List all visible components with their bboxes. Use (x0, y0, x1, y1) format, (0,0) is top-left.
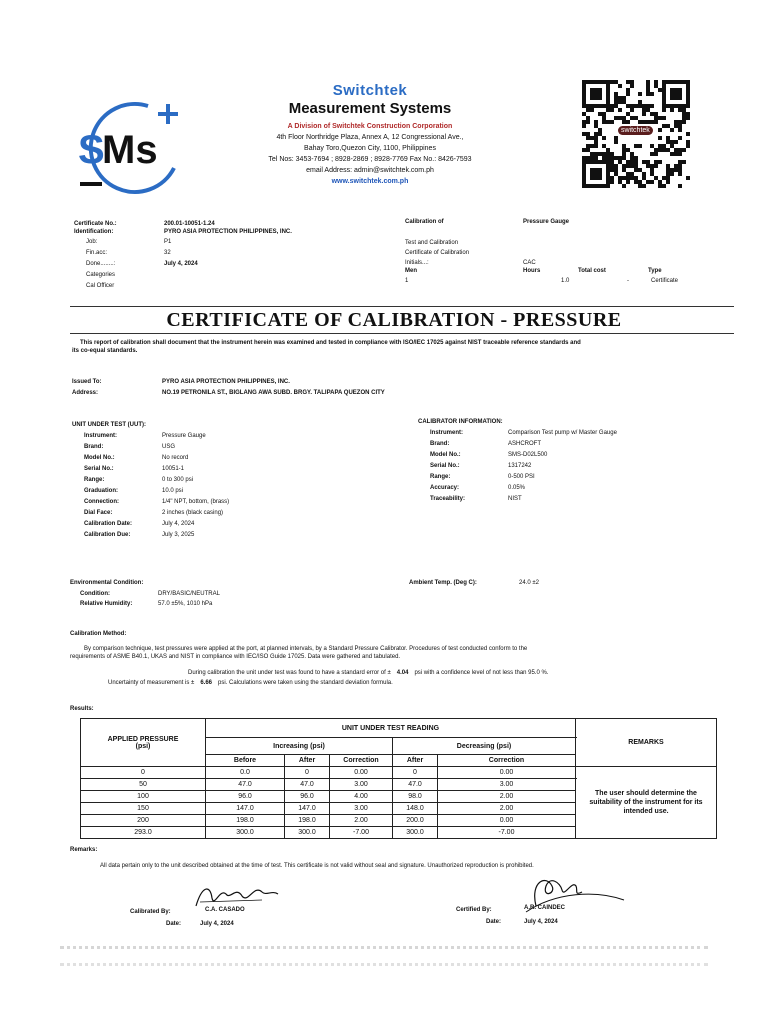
company-name-1: Switchtek (332, 82, 408, 99)
calibrator-label: Accuracy: (430, 485, 460, 491)
calof-value: Pressure Gauge (523, 219, 570, 225)
uut-label: Calibration Due: (84, 532, 131, 538)
uut-rows (72, 432, 372, 539)
intro-line-1: This report of calibration shall document that the instrument herein was examined and tested in compliance with ISO/IEC 17025 against NIST traceable reference standards and (80, 340, 581, 346)
table-cell: -7.00 (438, 827, 576, 839)
table-cell: 3.00 (330, 803, 393, 815)
uut-row (72, 520, 372, 528)
calibrator-section (418, 418, 718, 503)
done-value: July 4, 2024 (164, 261, 198, 267)
method-section (70, 630, 734, 687)
env-section (70, 579, 670, 608)
uut-row (72, 443, 372, 451)
footer-fine-print (60, 946, 708, 966)
uut-label: Calibration Date: (84, 521, 133, 527)
decreasing-header: Decreasing (psi) (393, 738, 576, 755)
correction2-header: Correction (438, 755, 576, 767)
table-cell: 293.0 (81, 827, 206, 839)
initials-label: Initials...: (405, 260, 429, 266)
meta-row (405, 267, 705, 275)
table-cell: 200 (81, 815, 206, 827)
divider-title (70, 333, 734, 334)
test-label: Test and Calibration (405, 240, 459, 246)
company-logo (78, 98, 190, 194)
applied-header-unit: (psi) (135, 742, 151, 750)
certcal-label: Certificate of Calibration (405, 250, 470, 256)
uut-row (72, 531, 372, 539)
calibrator-label: Traceability: (430, 496, 466, 502)
uut-reading-header: UNIT UNDER TEST READING (206, 719, 576, 738)
calibrator-row (418, 495, 718, 503)
logo-ms: Ms (102, 128, 158, 172)
table-row (81, 767, 717, 779)
qr-logo-label: switchtek (618, 126, 653, 135)
calibrated-by-label: Calibrated By: (130, 909, 171, 915)
men-label: Men (405, 268, 417, 274)
uut-value: 0 to 300 psi (162, 477, 194, 483)
uut-row (72, 487, 372, 495)
table-cell: 47.0 (206, 779, 285, 791)
calibrator-row (418, 451, 718, 459)
uut-row (72, 465, 372, 473)
address-line-2: Bahay Toro,Quezon City, 1100, Philippines (304, 145, 436, 152)
method-line-1: By comparison technique, test pressures were applied at the port, at planned intervals, by a Standard Pressure Calibrator. Procedures of test conducted conform to the (84, 646, 528, 652)
address-value: NO.19 PETRONILA ST., BIGLANG AWA SUBD. BRGY. TALIPAPA QUEZON CITY (162, 390, 385, 396)
calibrator-heading: CALIBRATOR INFORMATION: (418, 419, 503, 425)
job-label: Job: (86, 239, 98, 245)
certified-by-label: Certified By: (456, 907, 492, 913)
remarks-heading: Remarks: (70, 847, 98, 853)
certified-date-label: Date: (486, 919, 502, 925)
issued-to-value: PYRO ASIA PROTECTION PHILIPPINES, INC. (162, 379, 290, 385)
cert-no-label: Certificate No.: (74, 221, 117, 227)
table-cell: 98.0 (393, 791, 438, 803)
table-cell: 2.00 (330, 815, 393, 827)
calibrated-block (130, 880, 310, 930)
uut-heading: UNIT UNDER TEST (UUT): (72, 422, 146, 428)
address-label: Address: (72, 390, 99, 396)
before-header: Before (206, 755, 285, 767)
uut-value: No record (162, 455, 189, 461)
results-heading: Results: (70, 706, 94, 712)
correction-header: Correction (330, 755, 393, 767)
calibrator-label: Instrument: (430, 430, 463, 436)
remarks-text: All data pertain only to the unit described obtained at the time of test. This certificate is not valid without seal and signature. Unauthorized reproduction is prohibited. (100, 863, 534, 869)
table-cell: 198.0 (206, 815, 285, 827)
calibrator-value: SMS-D02L500 (508, 452, 548, 458)
certified-by-name: A.R. CAINDEC (524, 905, 566, 911)
uut-value: Pressure Gauge (162, 433, 206, 439)
calibrator-label: Range: (430, 474, 451, 480)
table-cell: 96.0 (206, 791, 285, 803)
certified-date: July 4, 2024 (524, 919, 558, 925)
table-cell: 50 (81, 779, 206, 791)
uut-value: July 3, 2025 (162, 532, 195, 538)
issued-row (72, 378, 385, 386)
meta-right (405, 218, 705, 285)
intro-line-2: its co-equal standards. (72, 348, 138, 354)
table-cell: 47.0 (393, 779, 438, 791)
table-cell: 198.0 (285, 815, 330, 827)
table-cell: 0 (285, 767, 330, 779)
calibrator-label: Model No.: (430, 452, 461, 458)
table-cell: 47.0 (285, 779, 330, 791)
email-line: email Address: admin@switchtek.com.ph (306, 167, 434, 174)
meta-row (74, 228, 292, 236)
method-line-4 (70, 679, 734, 687)
increasing-header: Increasing (psi) (206, 738, 393, 755)
calibrator-value: NIST (508, 496, 522, 502)
division-text: A Division of Switchtek Construction Corporation (287, 123, 453, 130)
calibrator-row (418, 484, 718, 492)
after2-header: After (393, 755, 438, 767)
calibrator-value: ASHCROFT (508, 441, 541, 447)
uut-value: 2 inches (black casing) (162, 510, 224, 516)
meta-row (405, 259, 705, 267)
company-header (180, 82, 560, 187)
results-table (80, 718, 717, 839)
table-cell: 3.00 (438, 779, 576, 791)
calibrator-rows (418, 429, 718, 503)
calibrator-row (418, 462, 718, 470)
hours-value: 1.0 (561, 278, 570, 284)
method-line-2: requirements of ASME B40.1, UKAS and NIST in compliance with IEC/ISO Guide 17025. Data were gathered and tabulated. (70, 654, 401, 660)
meta-row (74, 260, 292, 268)
certificate-title: CERTIFICATE OF CALIBRATION - PRESSURE (166, 309, 622, 331)
stderr-value: 4.04 (396, 670, 409, 676)
calibrator-value: 0.05% (508, 485, 526, 491)
ambient-row (409, 579, 539, 587)
table-cell: 2.00 (438, 803, 576, 815)
calibrated-by-name: C.A. CASADO (205, 907, 245, 913)
calibrator-row (418, 440, 718, 448)
calibrator-value: Comparison Test pump w/ Master Gauge (508, 430, 617, 436)
type-label: Type (648, 268, 662, 274)
table-cell: 300.0 (285, 827, 330, 839)
company-name-2: Measurement Systems (288, 100, 452, 117)
total-label: Total cost (578, 268, 606, 274)
website-link[interactable]: www.switchtek.com.ph (331, 178, 409, 185)
issued-to-label: Issued To: (72, 379, 102, 385)
stderr-text: During calibration the unit under test was found to have a standard error of ± (188, 670, 391, 676)
table-cell: 300.0 (393, 827, 438, 839)
finacc-label: Fin.acc: (86, 250, 108, 256)
calibrator-label: Serial No.: (430, 463, 460, 469)
calibrator-value: 0-500 PSI (508, 474, 535, 480)
uut-value: July 4, 2024 (162, 521, 195, 527)
ambient-label: Ambient Temp. (Deg C): (409, 580, 477, 586)
condition-label: Condition: (80, 591, 110, 597)
hours-label: Hours (523, 268, 541, 274)
uut-value: USG (162, 444, 176, 450)
table-cell: 148.0 (393, 803, 438, 815)
table-cell: -7.00 (330, 827, 393, 839)
applied-header-label: APPLIED PRESSURE (107, 735, 179, 743)
uut-row (72, 476, 372, 484)
table-cell: 2.00 (438, 791, 576, 803)
meta-row (74, 238, 292, 246)
table-cell: 200.0 (393, 815, 438, 827)
uut-row (72, 432, 372, 440)
remarks-header: REMARKS (576, 719, 717, 767)
cal-officer-label: Cal Officer (86, 283, 115, 289)
categories-label: Categories (86, 272, 116, 278)
issued-row (72, 389, 385, 397)
logo-s: S (78, 128, 105, 172)
tel-line: Tel Nos: 3453-7694 ; 8928-2869 ; 8928-7769 Fax No.: 8426-7593 (268, 156, 472, 163)
meta-row (74, 220, 292, 228)
table-cell: 100 (81, 791, 206, 803)
method-line-3 (70, 669, 734, 677)
total-value: - (627, 278, 629, 284)
table-cell: 147.0 (206, 803, 285, 815)
calof-label: Calibration of (405, 219, 444, 225)
calibrator-label: Brand: (430, 441, 450, 447)
divider-top (70, 306, 734, 307)
results-body (81, 767, 717, 839)
cert-no-value: 200.01-10051-1.24 (164, 221, 215, 227)
table-cell: 150 (81, 803, 206, 815)
ident-value: PYRO ASIA PROTECTION PHILIPPINES, INC. (164, 229, 292, 235)
uut-row (72, 509, 372, 517)
issued-block (72, 378, 385, 397)
meta-left (74, 220, 292, 290)
table-cell: 0.0 (206, 767, 285, 779)
certified-block (456, 872, 636, 930)
table-cell: 4.00 (330, 791, 393, 803)
type-value: Certificate (651, 278, 679, 284)
men-value: 1 (405, 278, 409, 284)
uut-value: 1/4" NPT, bottom, (brass) (162, 499, 230, 505)
remarks-cell: The user should determine the suitability of the instrument for its intended use. (576, 767, 717, 839)
address-line-1: 4th Floor Northridge Plaza, Annex A, 12 Congressional Ave., (276, 134, 464, 141)
uut-label: Serial No.: (84, 466, 114, 472)
table-cell: 0 (81, 767, 206, 779)
finacc-value: 32 (164, 250, 171, 256)
calibrator-row (418, 473, 718, 481)
uut-label: Graduation: (84, 488, 118, 494)
uut-label: Range: (84, 477, 105, 483)
uut-value: 10.0 psi (162, 488, 184, 494)
calibrator-value: 1317242 (508, 463, 532, 469)
condition-value: DRY/BASIC/NEUTRAL (158, 591, 220, 597)
uut-label: Brand: (84, 444, 104, 450)
intro-text (72, 339, 736, 355)
table-cell: 0.00 (438, 767, 576, 779)
uncert-value: 6.66 (200, 680, 213, 686)
table-cell: 96.0 (285, 791, 330, 803)
table-cell: 147.0 (285, 803, 330, 815)
uncert-text-2: psi. Calculations were taken using the standard deviation formula. (218, 680, 393, 686)
after-header: After (285, 755, 330, 767)
ident-label: Identification: (74, 229, 114, 235)
uut-label: Model No.: (84, 455, 115, 461)
meta-row (405, 277, 705, 285)
uut-label: Dial Face: (84, 510, 113, 516)
uut-label: Connection: (84, 499, 119, 505)
env-row (70, 600, 670, 608)
calibrator-row (418, 429, 718, 437)
meta-row (405, 218, 705, 226)
uut-label: Instrument: (84, 433, 117, 439)
table-cell: 0.00 (330, 767, 393, 779)
stderr-text-2: psi with a confidence level of not less than 95.0 %. (414, 670, 549, 676)
rh-label: Relative Humidity: (80, 601, 133, 607)
uut-section (72, 421, 372, 539)
calibrated-date: July 4, 2024 (200, 921, 234, 927)
table-header-row (81, 719, 717, 738)
qr-code (582, 80, 690, 188)
table-cell: 0 (393, 767, 438, 779)
ambient-value: 24.0 ±2 (519, 580, 539, 586)
uut-row (72, 498, 372, 506)
rh-value: 57.0 ±5%, 1010 hPa (158, 601, 213, 607)
done-label: Done........: (86, 261, 116, 267)
table-cell: 300.0 (206, 827, 285, 839)
uut-row (72, 454, 372, 462)
initials-value: CAC (523, 260, 536, 266)
uut-value: 10051-1 (162, 466, 185, 472)
table-cell: 0.00 (438, 815, 576, 827)
env-heading: Environmental Condition: (70, 580, 144, 586)
method-heading: Calibration Method: (70, 631, 127, 637)
env-row (70, 590, 670, 598)
meta-row (74, 249, 292, 257)
job-value: P1 (164, 239, 172, 245)
calibrated-date-label: Date: (166, 921, 182, 927)
uncert-text: Uncertainty of measurement is ± (108, 680, 195, 686)
applied-header (81, 719, 206, 767)
table-cell: 3.00 (330, 779, 393, 791)
